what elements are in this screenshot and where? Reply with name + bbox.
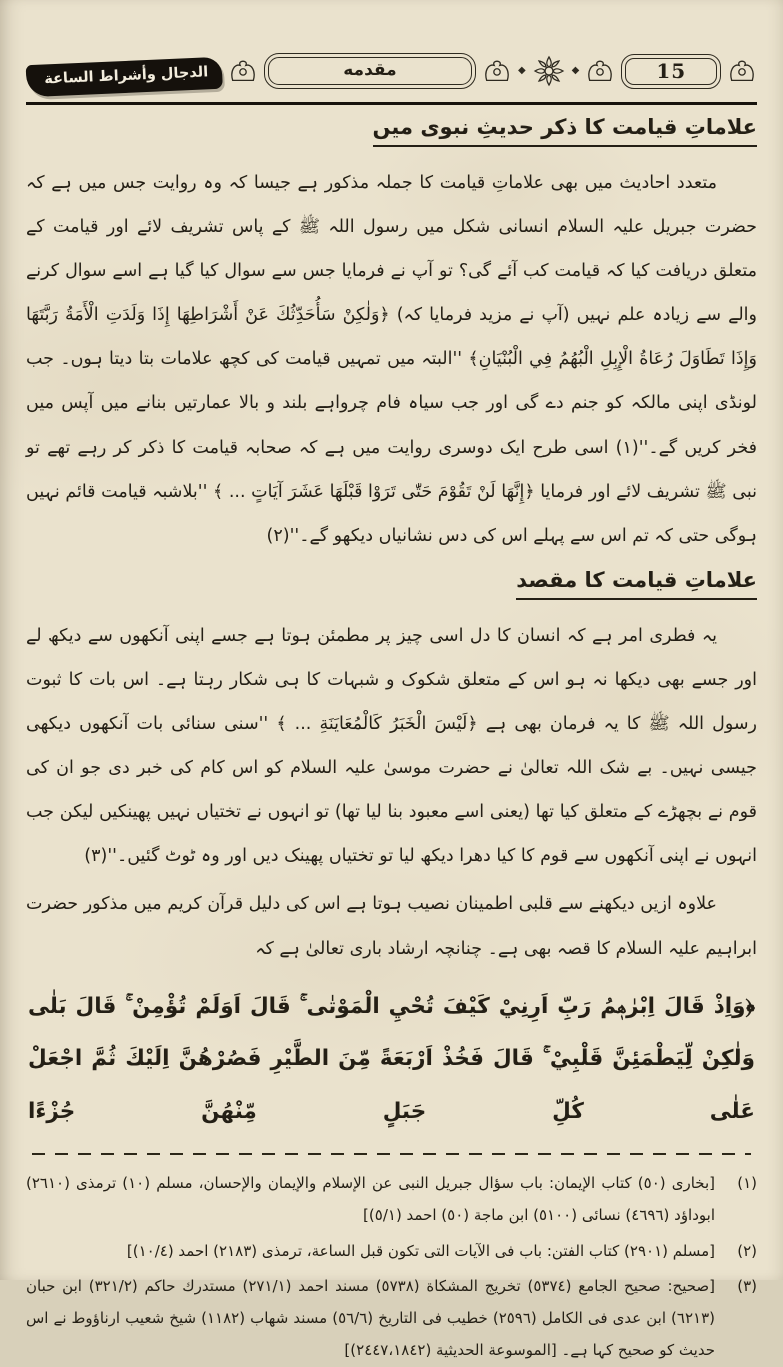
footnote-text: [مسلم (٢٩٠١) کتاب الفتن: باب فی الآیات التی تکون قبل الساعة، ترمذی (٢١٨٣) احمد (١٠/٤)]	[126, 1241, 715, 1260]
footnote-1	[26, 1167, 757, 1232]
chapter-cartouche	[264, 53, 476, 89]
page-header	[26, 42, 757, 100]
ornament-tulip-icon	[482, 56, 512, 86]
footnote-2	[26, 1235, 757, 1267]
footnote-separator	[32, 1153, 751, 1155]
book-title: الدجال وأشراط الساعة	[43, 64, 209, 88]
footnote-3	[26, 1270, 757, 1367]
footnote-marker: (١)	[737, 1174, 757, 1192]
quran-verse: ﴿وَاِذْ قَالَ اِبْرٰهٖمُ رَبِّ اَرِنِيْ كَيْفَ تُحْيِ الْمَوْتٰى ۚ قَالَ اَوَلَمْ تُؤْمِنْ ۚ قَالَ بَلٰى وَلٰكِنْ لِّيَطْمَئِنَّ قَلْبِيْ ۚ قَالَ فَخُذْ اَرْبَعَةً مِّنَ الطَّيْرِ فَصُرْهُنَّ اِلَيْكَ ثُمَّ اجْعَلْ عَلٰى كُلِّ جَبَلٍ مِّنْهُنَّ جُزْءًا	[28, 993, 755, 1124]
diamond-divider-icon: ◆	[517, 65, 526, 76]
page-body	[26, 115, 757, 1139]
body-paragraph: متعدد احادیث میں بھی علاماتِ قیامت کا جملہ مذکور ہے جیسا کہ وہ روایت جس میں ہے کہ حضرت جبریل علیہ السلام انسانی شکل میں رسول اللہ ﷺ کے پاس تشریف لائے اور قیامت کے متعلق دریافت کیا کہ قیامت کب آئے گی؟ تو آپ نے فرمایا جس سے سوال کیا گیا ہے اسے سوال کرنے والے سے زیادہ علم نہیں (آپ نے مزید فرمایا کہ) ﴿وَلٰكِنْ سَأُحَدِّثُكَ عَنْ أَشْرَاطِهَا إِذَا وَلَدَتِ الْأَمَةُ رَبَّتَهَا وَإِذَا تَطَاوَلَ رُعَاةُ الْإِبِلِ الْبُهُمُ فِي الْبُنْيَانِ﴾ ''البتہ میں تمہیں قیامت کی کچھ علامات بتا دیتا ہوں۔ جب لونڈی اپنی مالکہ کو جنم دے گی اور جب سیاہ فام چرواہے بلند و بالا عمارتیں بنانے میں آپس میں فخر کریں گے۔''(١) اسی طرح ایک دوسری روایت میں ہے کہ صحابہ قیامت کا ذکر کر رہے تھے تو نبی ﷺ تشریف لائے اور فرمایا ﴿إِنَّهَا لَنْ تَقُوْمَ حَتّٰى تَرَوْا قَبْلَهَا عَشَرَ آيَاتٍ ... ﴾ ''بلاشبہ قیامت قائم نہیں ہوگی حتی کہ تم اس سے پہلے اس کی دس نشانیاں دیکھو گے۔''(٢)	[26, 173, 757, 546]
chapter-label: مقدمه	[343, 60, 397, 80]
footnote-marker: (٣)	[737, 1276, 757, 1295]
footnotes	[26, 1167, 757, 1367]
header-rule	[26, 102, 757, 105]
ornament-tulip-icon	[585, 56, 615, 86]
body-paragraph: یہ فطری امر ہے کہ انسان کا دل اسی چیز پر مطمئن ہوتا ہے جسے اپنی آنکھوں سے دیکھ لے اور جسے بھی دیکھا نہ ہو اس کے متعلق شکوک و شبہات کا ہی شکار رہتا ہے۔ اس بات کا ثبوت رسول اللہ ﷺ کا یہ فرمان بھی ہے ﴿لَيْسَ الْخَبَرُ كَالْمُعَايَنَةِ ... ﴾ ''سنی سنائی بات آنکھوں دیکھی جیسی نہیں۔ بے شک اللہ تعالیٰ نے حضرت موسیٰ علیہ السلام کو اس کام کی خبر دی جو ان کی قوم نے بچھڑے کے متعلق کیا تھا (یعنی اسے معبود بنا لیا تھا) تو انہوں نے تختیاں نہیں پھینکیں لیکن جب انہوں نے اپنی آنکھوں سے قوم کا کیا دھرا دیکھ لیا تو تختیاں پھینک دیں اور وہ ٹوٹ گئیں۔''(٣)	[26, 625, 757, 867]
ornament-flower-medallion-icon	[532, 54, 566, 88]
diamond-divider-icon: ◆	[571, 65, 580, 76]
footnote-text: [صحیح: صحیح الجامع (٥٣٧٤) تخریج المشکاة (٥٧٣٨) مسند احمد (٢٧١/١) مستدرك حاکم (٣٢١/٢) ابن حبان (٦٢١٣) ابن عدی فی الکامل (٢٥٩٦) خطیب فی التاریخ (٥٦/٦) مسند شهاب (١١٨٢) شیخ شعیب ارناؤوط نے اس حدیث کو صحیح کہا ہے۔ [الموسوعة الحدیثیة (٢٤٤٧،١٨٤٢)]	[26, 1276, 716, 1360]
page-number-box	[621, 54, 721, 89]
body-paragraph: علاوہ ازیں دیکھنے سے قلبی اطمینان نصیب ہوتا ہے اس کی دلیل قرآن کریم میں مذکور حضرت ابراہیم علیہ السلام کا قصہ بھی ہے۔ چنانچہ ارشاد باری تعالیٰ ہے کہ	[26, 894, 757, 959]
section-heading-signs-in-hadith: علاماتِ قیامت کا ذکر حدیثِ نبوی میں	[26, 115, 757, 147]
ornament-tulip-icon	[228, 56, 258, 86]
page-number: 15	[656, 58, 687, 83]
footnote-marker: (٢)	[737, 1241, 757, 1260]
ornament-tulip-icon	[727, 56, 757, 86]
footnote-text: [بخاری (٥٠) کتاب الإیمان: باب سؤال جبریل النبی عن الإسلام والإیمان والإحسان، مسلم (١٠) ترمذی (٢٦١٠) ابوداؤد (٤٦٩٦) نسائی (٥١٠٠) ابن ماجة (٥٠) احمد (٥/١)]	[26, 1174, 715, 1225]
book-title-banner	[26, 57, 223, 98]
section-heading-purpose-of-signs: علاماتِ قیامت کا مقصد	[26, 568, 757, 600]
